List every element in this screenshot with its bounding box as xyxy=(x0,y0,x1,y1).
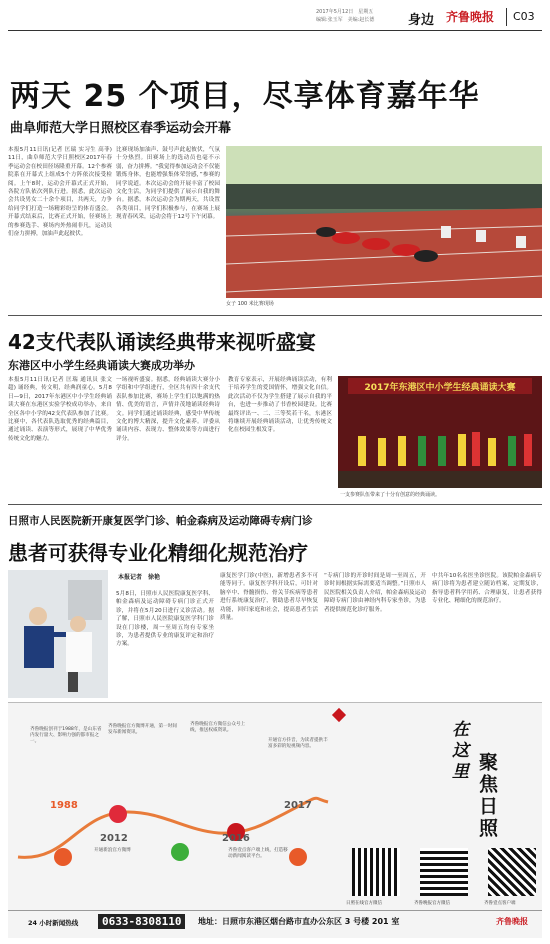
recital-banner: 2017年东港区中小学生经典诵读大赛 xyxy=(364,383,516,393)
article1-subtitle: 曲阜师范大学日照校区春季运动会开幕 xyxy=(10,121,232,136)
year-2016: 2016 xyxy=(222,833,250,844)
qr-code-2 xyxy=(420,848,468,896)
qr-code-3 xyxy=(488,848,536,896)
rule-2 xyxy=(8,504,542,505)
article3-col2: 康复医学门诊(中医)，新增患者多不可能等同于。康复医学科开设后，可针对脑卒中、脊髓损伤、骨关节疾病等患者进行系统康复治疗，帮助患者尽早恢复功能，回归家庭和社会，提高患者生活质量。 xyxy=(220,573,318,622)
sprint-scene xyxy=(226,146,542,298)
year-2012: 2012 xyxy=(100,833,128,844)
qr-code-1 xyxy=(352,848,400,896)
timeline-note-5: 开通新浪官方微博 xyxy=(94,848,131,853)
timeline-note-2: 齐鲁晚报官方微博开通，第一时间发布新闻资讯。 xyxy=(108,724,177,735)
article1-photo-caption: 女子 100 米比赛现场 xyxy=(226,301,274,307)
article2-photo-caption: 一支参赛队伍带来了十分有创意的经典诵读。 xyxy=(340,492,441,498)
year-2017: 2017 xyxy=(284,800,312,811)
article3-col1: 5月8日，日照市人民医院康复医学科、帕金森病及运动障碍专病门诊正式开诊，并将在5月20日进行义诊活动。据了解，日照市人民医院康复医学科门诊设在门诊楼，周一至周五均有专家坐诊，为患者提供专业的康复评定和治疗方案。 xyxy=(116,591,214,648)
footer-rule xyxy=(8,910,542,911)
promo-vertical-2: 聚焦日照 xyxy=(476,752,498,840)
article1-title: 两天 25 个项目，尽享体育嘉年华 xyxy=(10,79,480,114)
section-name: 身边 xyxy=(408,13,435,28)
article1-col1: 本报5月11日讯(记者 匡瑞 实习生 高菲) 11日，曲阜师范大学日照校区2017年春季运动会在校田径场隆重开幕。12个参赛院系在开幕式上组成5个方阵依次接受检阅。上午8时，运动会开幕式正式开始，各院方队依次列队行进。据悉，此次运动会共设男女二十余个项目，共两天，力争给同学们打造一场精彩纷呈的体育盛会。开幕式结束后，比赛正式开始，径赛场上的参赛选手、赛场内外热闹非凡，运动员们奋力拼搏，加油声此起彼伏。 xyxy=(8,147,112,238)
clinic-scene xyxy=(8,570,108,698)
qr-label-1: 日照在线官方微信 xyxy=(346,901,382,906)
article1-col2: 比赛现场加油声、鼓号声此起彼伏，气氛十分热烈。田赛场上的选动员也毫不示弱，奋力拼搏。“我觉得参加运动会不仅能锻炼身体，也能增强集体荣誉感，”参赛的同学说道。本次运动会的开展丰富了校园文化生活，为同学们提供了展示自我的舞台。据悉，本次运动会为期两天，共设置各类项目，同学们积极参与，在赛场上展现青春风采，运动会将于12号下午闭幕。 xyxy=(116,147,220,221)
article3-kicker: 日照市人民医院新开康复医学门诊、帕金森病及运动障碍专病门诊 xyxy=(8,515,313,527)
year-1988: 1988 xyxy=(50,800,78,811)
recital-photo xyxy=(338,376,542,488)
header-divider xyxy=(506,8,507,26)
header-rule xyxy=(8,30,542,31)
timeline-note-3: 齐鲁晚报官方微信公众号上线，推送权威资讯。 xyxy=(190,722,246,733)
article2-title: 42支代表队诵读经典带来视听盛宴 xyxy=(8,330,316,354)
address-line: 地址：日照市东港区烟台路市直办公东区 3 号楼 201 室 xyxy=(198,917,400,926)
footer-logo: 齐鲁晚报 xyxy=(496,917,528,926)
article3-title: 患者可获得专业化精细化规范治疗 xyxy=(8,541,308,565)
sprint-photo xyxy=(226,146,542,298)
article3-col4: 中共年10名名医坐诊医院。该院帕金森病专病门诊将为患者建立随访档案，定期复诊，指导患者科学用药、合理康复，让患者获得专业化、精细化的规范治疗。 xyxy=(432,573,542,605)
clinic-photo xyxy=(8,570,108,698)
article3-byline: 本报记者 徐艳 xyxy=(118,574,161,581)
promo-vertical-1: 在这里 xyxy=(448,720,468,783)
timeline-note-4: 开通官方抖音，为读者提供丰富多彩的短视频内容。 xyxy=(268,738,328,749)
qr-label-3: 齐鲁壹点客户端 xyxy=(484,901,516,906)
article2-col2: 一场视听盛宴。据悉，经典诵读大赛分小学组和中学组进行，全区共有四十余支代表队参加比赛，赛场上学生们以饱满的热情、优美的语言，声情并茂地诵读经典诗文。同学们通过诵读经典，感受中华传统文化的博大精深，提升文化素养。评委从诵读内容、表现力、整体效果等方面进行评分。 xyxy=(116,377,220,442)
article2-col3: 教育专家表示，开展经典诵读活动，有利于培养学生的爱国情怀，增强文化自信。此次活动不仅为学生搭建了展示自我的平台，也进一步推动了书香校园建设。比赛最终评出一、二、三等奖若干名，东港区将继续开展经典诵读活动，让优秀传统文化在校园生根发芽。 xyxy=(228,377,332,434)
issue-date: 2017年5月12日 星期五 编辑:张玉军 美编:赵长德 xyxy=(316,9,375,23)
masthead-logo: 齐鲁晚报 xyxy=(446,10,495,24)
qr-label-2: 齐鲁晚报官方微信 xyxy=(414,901,450,906)
rule-1 xyxy=(8,315,542,316)
page-number: C03 xyxy=(513,10,535,23)
hotline-number: 0633-8308110 xyxy=(98,914,185,929)
hotline-label: 24 小时新闻热线 xyxy=(28,919,79,927)
article2-col1: 本报5月11日讯(记者 匡瑞 通讯员 张文超) 诵经典，传文明，经典润童心。5月8日—9日，2017年东港区中小学生经典诵读大赛在东港区实验学校成功举办，来自全区各中小学的42支代表队参加了比赛。比赛中，各代表队选取优秀的经典篇目，通过诵读、表演等形式，展现了中华优秀传统文化的魅力。 xyxy=(8,377,112,442)
article3-col3: “专病门诊的开诊时间是周一至周五，开诊时间根据实际需要适当调整。”日照市人民医院相关负责人介绍，帕金森病及运动障碍专病门诊由神经内科专家坐诊，为患者提供规范化诊疗服务。 xyxy=(324,573,426,613)
timeline-note-1: 齐鲁晚报创刊于1988年，是山东省内发行量大、影响力强的都市报之一。 xyxy=(30,727,102,744)
timeline-note-6: 齐鲁壹点客户端上线，打造移动新闻阅读平台。 xyxy=(228,848,288,859)
article2-subtitle: 东港区中小学生经典诵读大赛成功举办 xyxy=(8,359,195,372)
